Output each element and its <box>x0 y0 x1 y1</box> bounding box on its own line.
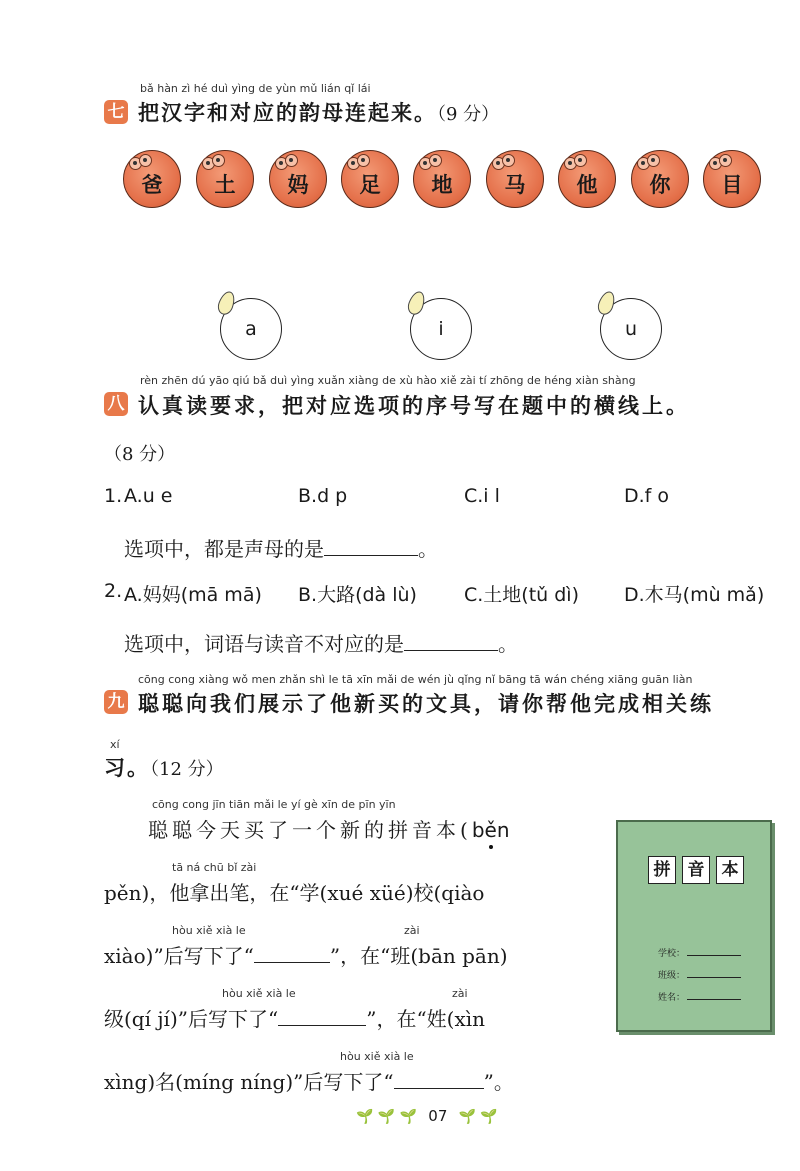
q2-answer-blank[interactable] <box>404 632 498 651</box>
notebook-class-line: 班级： <box>658 968 741 981</box>
q2-option-c: C.土地(tǔ dì) <box>464 584 580 606</box>
section8-title: 认真读要求，把对应选项的序号写在题中的横线上。 <box>138 393 690 418</box>
character-ball-7[interactable]: 他 <box>558 150 616 208</box>
q1-option-b: B.d p <box>298 485 348 507</box>
para-line3: xiào)”后写下了“ ”，在“班(bān pān) <box>104 944 508 968</box>
notebook-char-1: 拼 <box>648 856 676 884</box>
notebook-school-line: 学校： <box>658 946 741 959</box>
notebook-name-line: 姓名： <box>658 990 741 1003</box>
section9-pinyin: cōng cong xiàng wǒ men zhǎn shì le tā xīn mǎi de wén jù qǐng nǐ bāng tā wán chéng xiāng guān liàn <box>138 673 693 686</box>
section9-badge: 九 <box>104 690 128 714</box>
character-ball-2[interactable]: 土 <box>196 150 254 208</box>
notebook-char-3: 本 <box>716 856 744 884</box>
character-ball-5[interactable]: 地 <box>413 150 471 208</box>
zai-pinyin-2: zài <box>404 924 420 937</box>
footer <box>356 1106 498 1125</box>
eye-icon <box>429 154 442 167</box>
sprout-icon: 🌱 🌱 🌱 <box>356 1109 418 1125</box>
section9-title2: 习。（12 分） <box>104 755 224 780</box>
blank-ji[interactable] <box>278 1007 366 1026</box>
para-line2-pinyin: tā ná chū bǐ zài <box>172 861 257 874</box>
eye-icon <box>647 154 660 167</box>
q2-option-a: A.妈妈(mā mā) <box>124 584 262 606</box>
eye-icon <box>719 154 732 167</box>
eye-icon <box>357 154 370 167</box>
q1-question: 选项中，都是声母的是 。 <box>124 537 438 561</box>
q2-number: 2. <box>104 580 123 602</box>
q2-question: 选项中，词语与读音不对应的是 。 <box>124 632 518 656</box>
para-line5-pinyin: hòu xiě xià le <box>340 1050 414 1063</box>
q1-option-d: D.f o <box>624 485 670 507</box>
q2-option-b: B.大路(dà lù) <box>298 584 417 606</box>
para-line1-pinyin: cōng cong jīn tiān mǎi le yí gè xīn de pīn yīn <box>152 798 396 811</box>
droplet-icon <box>215 289 237 317</box>
eye-icon <box>502 154 515 167</box>
final-bubble-i[interactable]: i <box>410 298 472 360</box>
q1-option-a: A.u e <box>124 485 173 507</box>
character-ball-1[interactable]: 爸 <box>123 150 181 208</box>
section7-badge: 七 <box>104 100 128 124</box>
section8-pinyin: rèn zhēn dú yāo qiú bǎ duì yìng xuǎn xiàng de xù hào xiě zài tí zhōng de héng xiàn shàng <box>140 374 636 387</box>
para-line1: 聪聪今天买了一个新的拼音本(běn <box>148 818 510 842</box>
section8-score: （8 分） <box>104 444 176 465</box>
droplet-icon <box>595 289 617 317</box>
section7-pinyin: bǎ hàn zì hé duì yìng de yùn mǔ lián qǐ lái <box>140 82 371 95</box>
notebook-char-2: 音 <box>682 856 710 884</box>
droplet-icon <box>405 289 427 317</box>
q1-answer-blank[interactable] <box>324 537 418 556</box>
para-line3-pinyin: hòu xiě xià le <box>172 924 246 937</box>
q1-number: 1. <box>104 485 123 507</box>
eye-icon <box>139 154 152 167</box>
character-ball-6[interactable]: 马 <box>486 150 544 208</box>
zai-pinyin-3: zài <box>452 987 468 1000</box>
final-bubble-a[interactable]: a <box>220 298 282 360</box>
character-ball-8[interactable]: 你 <box>631 150 689 208</box>
character-ball-4[interactable]: 足 <box>341 150 399 208</box>
q1-option-c: C.i l <box>464 485 500 507</box>
para-line4: 级(qí jí)”后写下了“ ”，在“姓(xìn <box>104 1007 486 1031</box>
sprout-icon: 🌱 🌱 <box>458 1109 498 1125</box>
eye-icon <box>212 154 225 167</box>
eye-icon <box>285 154 298 167</box>
character-ball-3[interactable]: 妈 <box>269 150 327 208</box>
section7-title: 把汉字和对应的韵母连起来。（9 分） <box>138 100 500 125</box>
blank-ming[interactable] <box>394 1070 484 1089</box>
blank-ban[interactable] <box>254 944 330 963</box>
para-line4-pinyin: hòu xiě xià le <box>222 987 296 1000</box>
final-bubble-u[interactable]: u <box>600 298 662 360</box>
pinyin-notebook-illustration <box>616 820 772 1032</box>
character-ball-9[interactable]: 目 <box>703 150 761 208</box>
section8-badge: 八 <box>104 392 128 416</box>
section9-title: 聪聪向我们展示了他新买的文具，请你帮他完成相关练 <box>138 691 714 716</box>
eye-icon <box>574 154 587 167</box>
section9-pinyin2: xí <box>110 738 120 751</box>
para-line5: xìng)名(míng níng)”后写下了“ ”。 <box>104 1070 514 1094</box>
q2-option-d: D.木马(mù mǎ) <box>624 584 765 606</box>
page-number: 07 <box>428 1107 448 1125</box>
para-line2: pěn)，他拿出笔，在“学(xué xüé)校(qiào <box>104 881 485 905</box>
